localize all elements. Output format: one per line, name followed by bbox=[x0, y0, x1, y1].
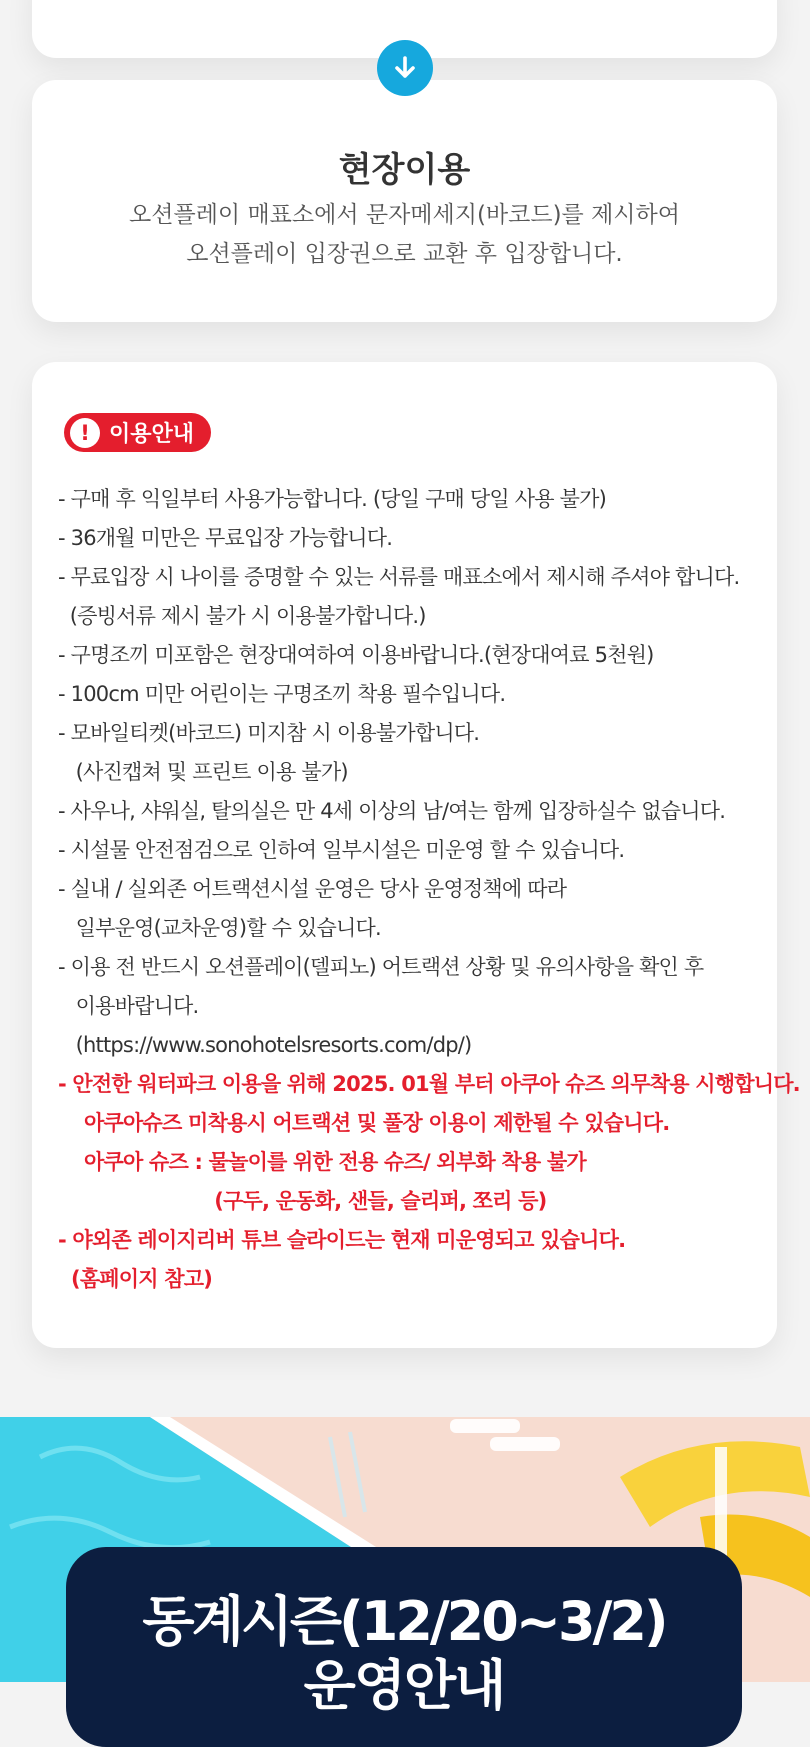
onsite-title: 현장이용 bbox=[338, 150, 471, 190]
usage-guide-item: - 안전한 워터파크 이용을 위해 2025. 01월 부터 아쿠아 슈즈 의무착용 시행합니다. bbox=[58, 1072, 800, 1096]
exclamation-icon: ! bbox=[70, 418, 100, 448]
usage-guide-item: - 무료입장 시 나이를 증명할 수 있는 서류를 매표소에서 제시해 주셔야 합니다. bbox=[58, 565, 740, 589]
usage-guide-card bbox=[32, 362, 800, 1348]
usage-guide-badge bbox=[64, 413, 211, 452]
onsite-description-line: 오션플레이 매표소에서 문자메세지(바코드)를 제시하여 bbox=[129, 202, 680, 228]
usage-guide-item: 이용바랍니다. bbox=[58, 994, 199, 1018]
usage-guide-item: - 구명조끼 미포함은 현장대여하여 이용바랍니다.(현장대여료 5천원) bbox=[58, 643, 654, 667]
usage-guide-item: (증빙서류 제시 불가 시 이용불가합니다.) bbox=[58, 604, 426, 628]
arrow-down-icon bbox=[377, 40, 433, 96]
usage-guide-list bbox=[58, 480, 800, 1299]
usage-guide-item: (https://www.sonohotelsresorts.com/dp/) bbox=[58, 1033, 472, 1057]
usage-guide-item: (구두, 운동화, 샌들, 슬리퍼, 쪼리 등) bbox=[58, 1189, 547, 1213]
usage-guide-item: - 36개월 미만은 무료입장 가능합니다. bbox=[58, 526, 393, 550]
usage-guide-item: 아쿠아 슈즈 : 물놀이를 위한 전용 슈즈/ 외부화 착용 불가 bbox=[58, 1150, 586, 1174]
usage-guide-item: - 100cm 미만 어린이는 구명조끼 착용 필수입니다. bbox=[58, 682, 506, 706]
usage-guide-item: - 모바일티켓(바코드) 미지참 시 이용불가합니다. bbox=[58, 721, 480, 745]
winter-season-banner bbox=[0, 1417, 810, 1717]
usage-guide-item: (홈페이지 참고) bbox=[58, 1267, 213, 1291]
season-title: 동계시즌(12/20~3/2) bbox=[142, 1590, 666, 1653]
usage-guide-item: 일부운영(교차운영)할 수 있습니다. bbox=[58, 916, 381, 940]
usage-guide-item: - 구매 후 익일부터 사용가능합니다. (당일 구매 당일 사용 불가) bbox=[58, 487, 606, 511]
usage-guide-item: - 야외존 레이지리버 튜브 슬라이드는 현재 미운영되고 있습니다. bbox=[58, 1228, 626, 1252]
usage-guide-item: 아쿠아슈즈 미착용시 어트랙션 및 풀장 이용이 제한될 수 있습니다. bbox=[58, 1111, 670, 1135]
season-notice-box bbox=[66, 1547, 742, 1747]
usage-guide-item: - 이용 전 반드시 오션플레이(델피노) 어트랙션 상황 및 유의사항을 확인 후 bbox=[58, 955, 704, 979]
onsite-description bbox=[32, 196, 777, 274]
usage-guide-item: (사진캡쳐 및 프린트 이용 불가) bbox=[58, 760, 348, 784]
onsite-use-card bbox=[32, 80, 777, 322]
usage-guide-item: - 실내 / 실외존 어트랙션시설 운영은 당사 운영정책에 따라 bbox=[58, 877, 567, 901]
onsite-description-line: 오션플레이 입장권으로 교환 후 입장합니다. bbox=[186, 241, 623, 267]
usage-guide-badge-label: 이용안내 bbox=[109, 422, 195, 447]
season-subtitle: 운영안내 bbox=[303, 1654, 505, 1717]
usage-guide-item: - 사우나, 샤워실, 탈의실은 만 4세 이상의 남/여는 함께 입장하실수 없습니다. bbox=[58, 799, 726, 823]
usage-guide-item: - 시설물 안전점검으로 인하여 일부시설은 미운영 할 수 있습니다. bbox=[58, 838, 625, 862]
